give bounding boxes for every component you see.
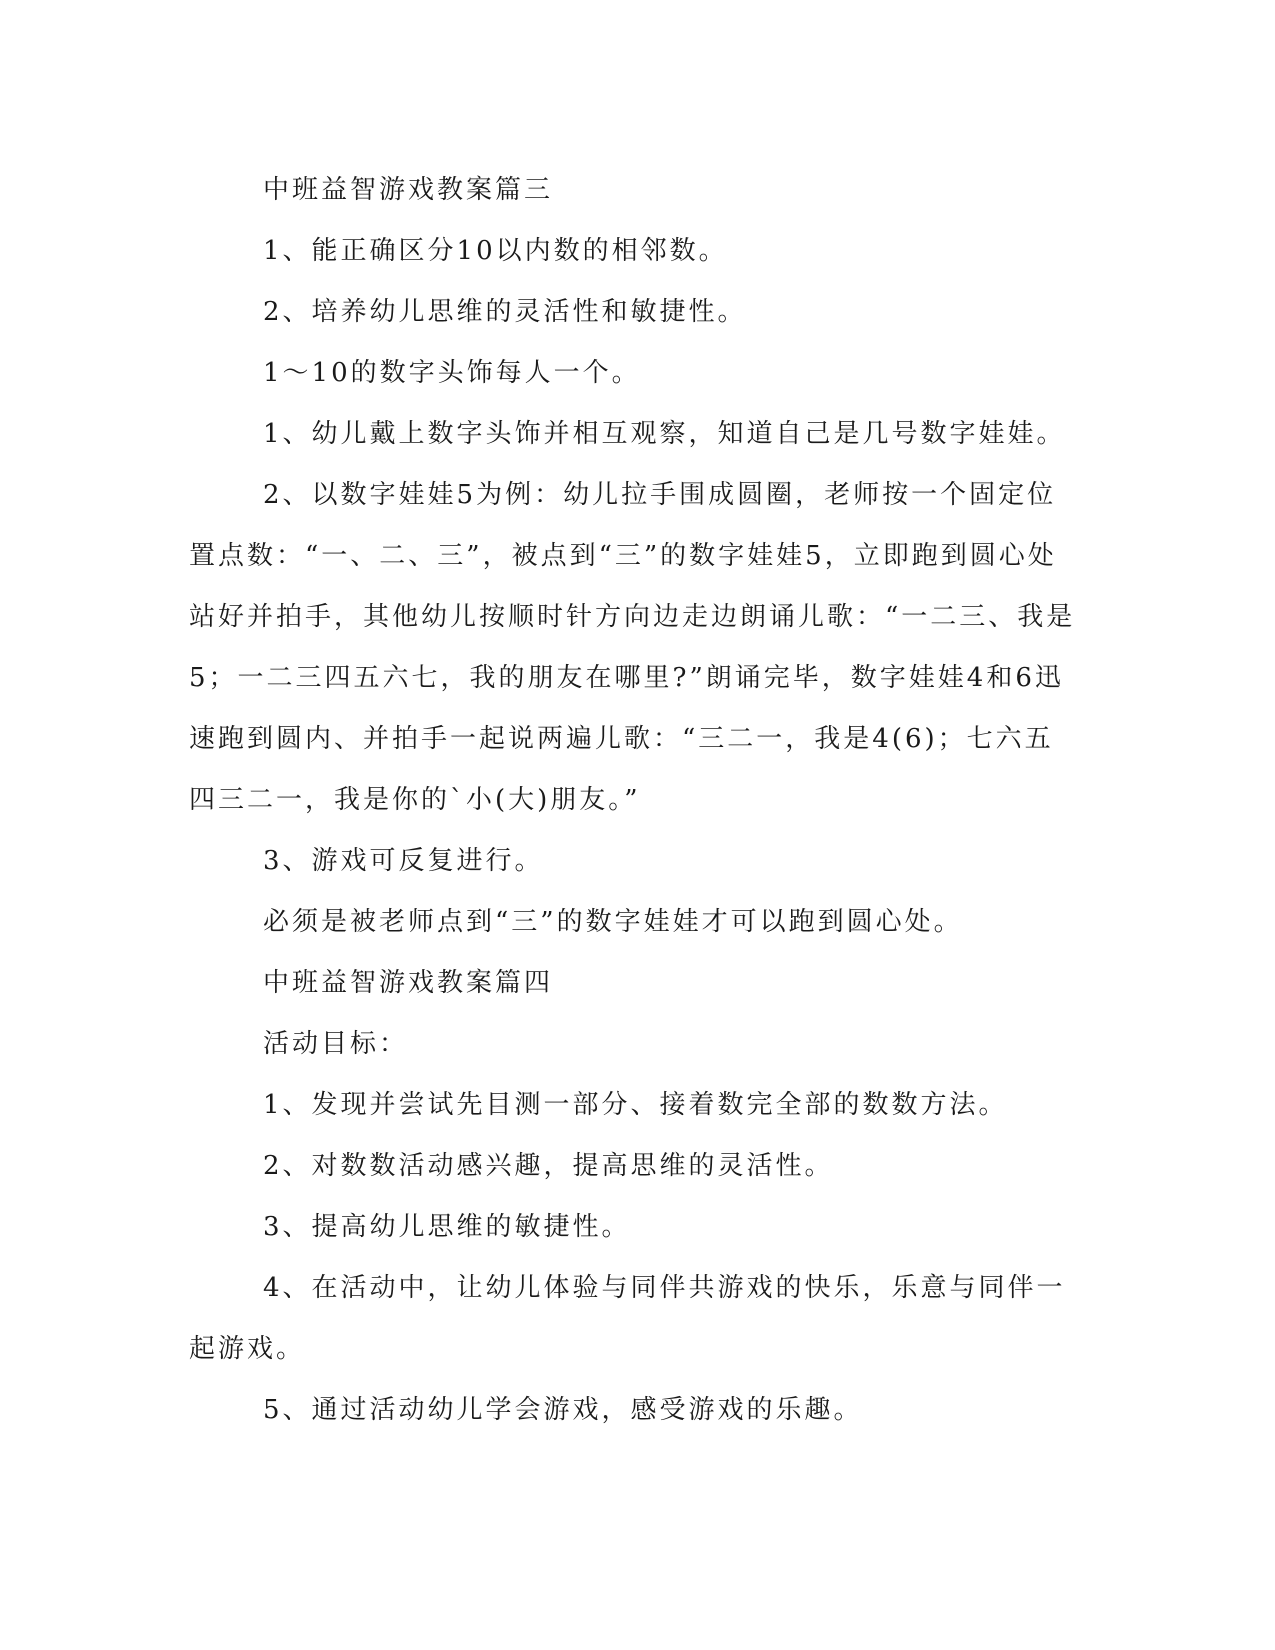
paragraph: 必须是被老师点到“三”的数字娃娃才可以跑到圆心处。 xyxy=(263,907,963,937)
paragraph: 2、对数数活动感兴趣，提高思维的灵活性。 xyxy=(263,1151,834,1181)
paragraph: 5、通过活动幼儿学会游戏，感受游戏的乐趣。 xyxy=(263,1395,863,1425)
paragraph: 3、游戏可反复进行。 xyxy=(263,846,544,876)
paragraph: 1～10的数字头饰每人一个。 xyxy=(263,358,641,388)
paragraph: 1、能正确区分10以内数的相邻数。 xyxy=(263,236,728,266)
paragraph: 4、在活动中，让幼儿体验与同伴共游戏的快乐，乐意与同伴一起游戏。 xyxy=(189,1273,1066,1364)
paragraph: 1、发现并尝试先目测一部分、接着数完全部的数数方法。 xyxy=(263,1090,1008,1120)
section-heading: 中班益智游戏教案篇三 xyxy=(263,175,554,205)
document-body xyxy=(189,160,1079,1441)
paragraph: 2、培养幼儿思维的灵活性和敏捷性。 xyxy=(263,297,747,327)
paragraph: 1、幼儿戴上数字头饰并相互观察，知道自己是几号数字娃娃。 xyxy=(263,419,1066,449)
paragraph: 活动目标： xyxy=(263,1029,409,1059)
section-heading: 中班益智游戏教案篇四 xyxy=(263,968,554,998)
paragraph: 2、以数字娃娃5为例：幼儿拉手围成圆圈，老师按一个固定位置点数：“一、二、三”，被点到“三”的数字娃娃5，立即跑到圆心处站好并拍手，其他幼儿按顺时针方向边走边朗诵儿歌：“一二三、我是5；一二三四五六七，我的朋友在哪里?”朗诵完毕，数字娃娃4和6迅速跑到圆内、并拍手一起说两遍儿歌：“三二一，我是4(6)；七六五四三二一，我是你的`小(大)朋友。” xyxy=(189,480,1076,815)
paragraph: 3、提高幼儿思维的敏捷性。 xyxy=(263,1212,631,1242)
